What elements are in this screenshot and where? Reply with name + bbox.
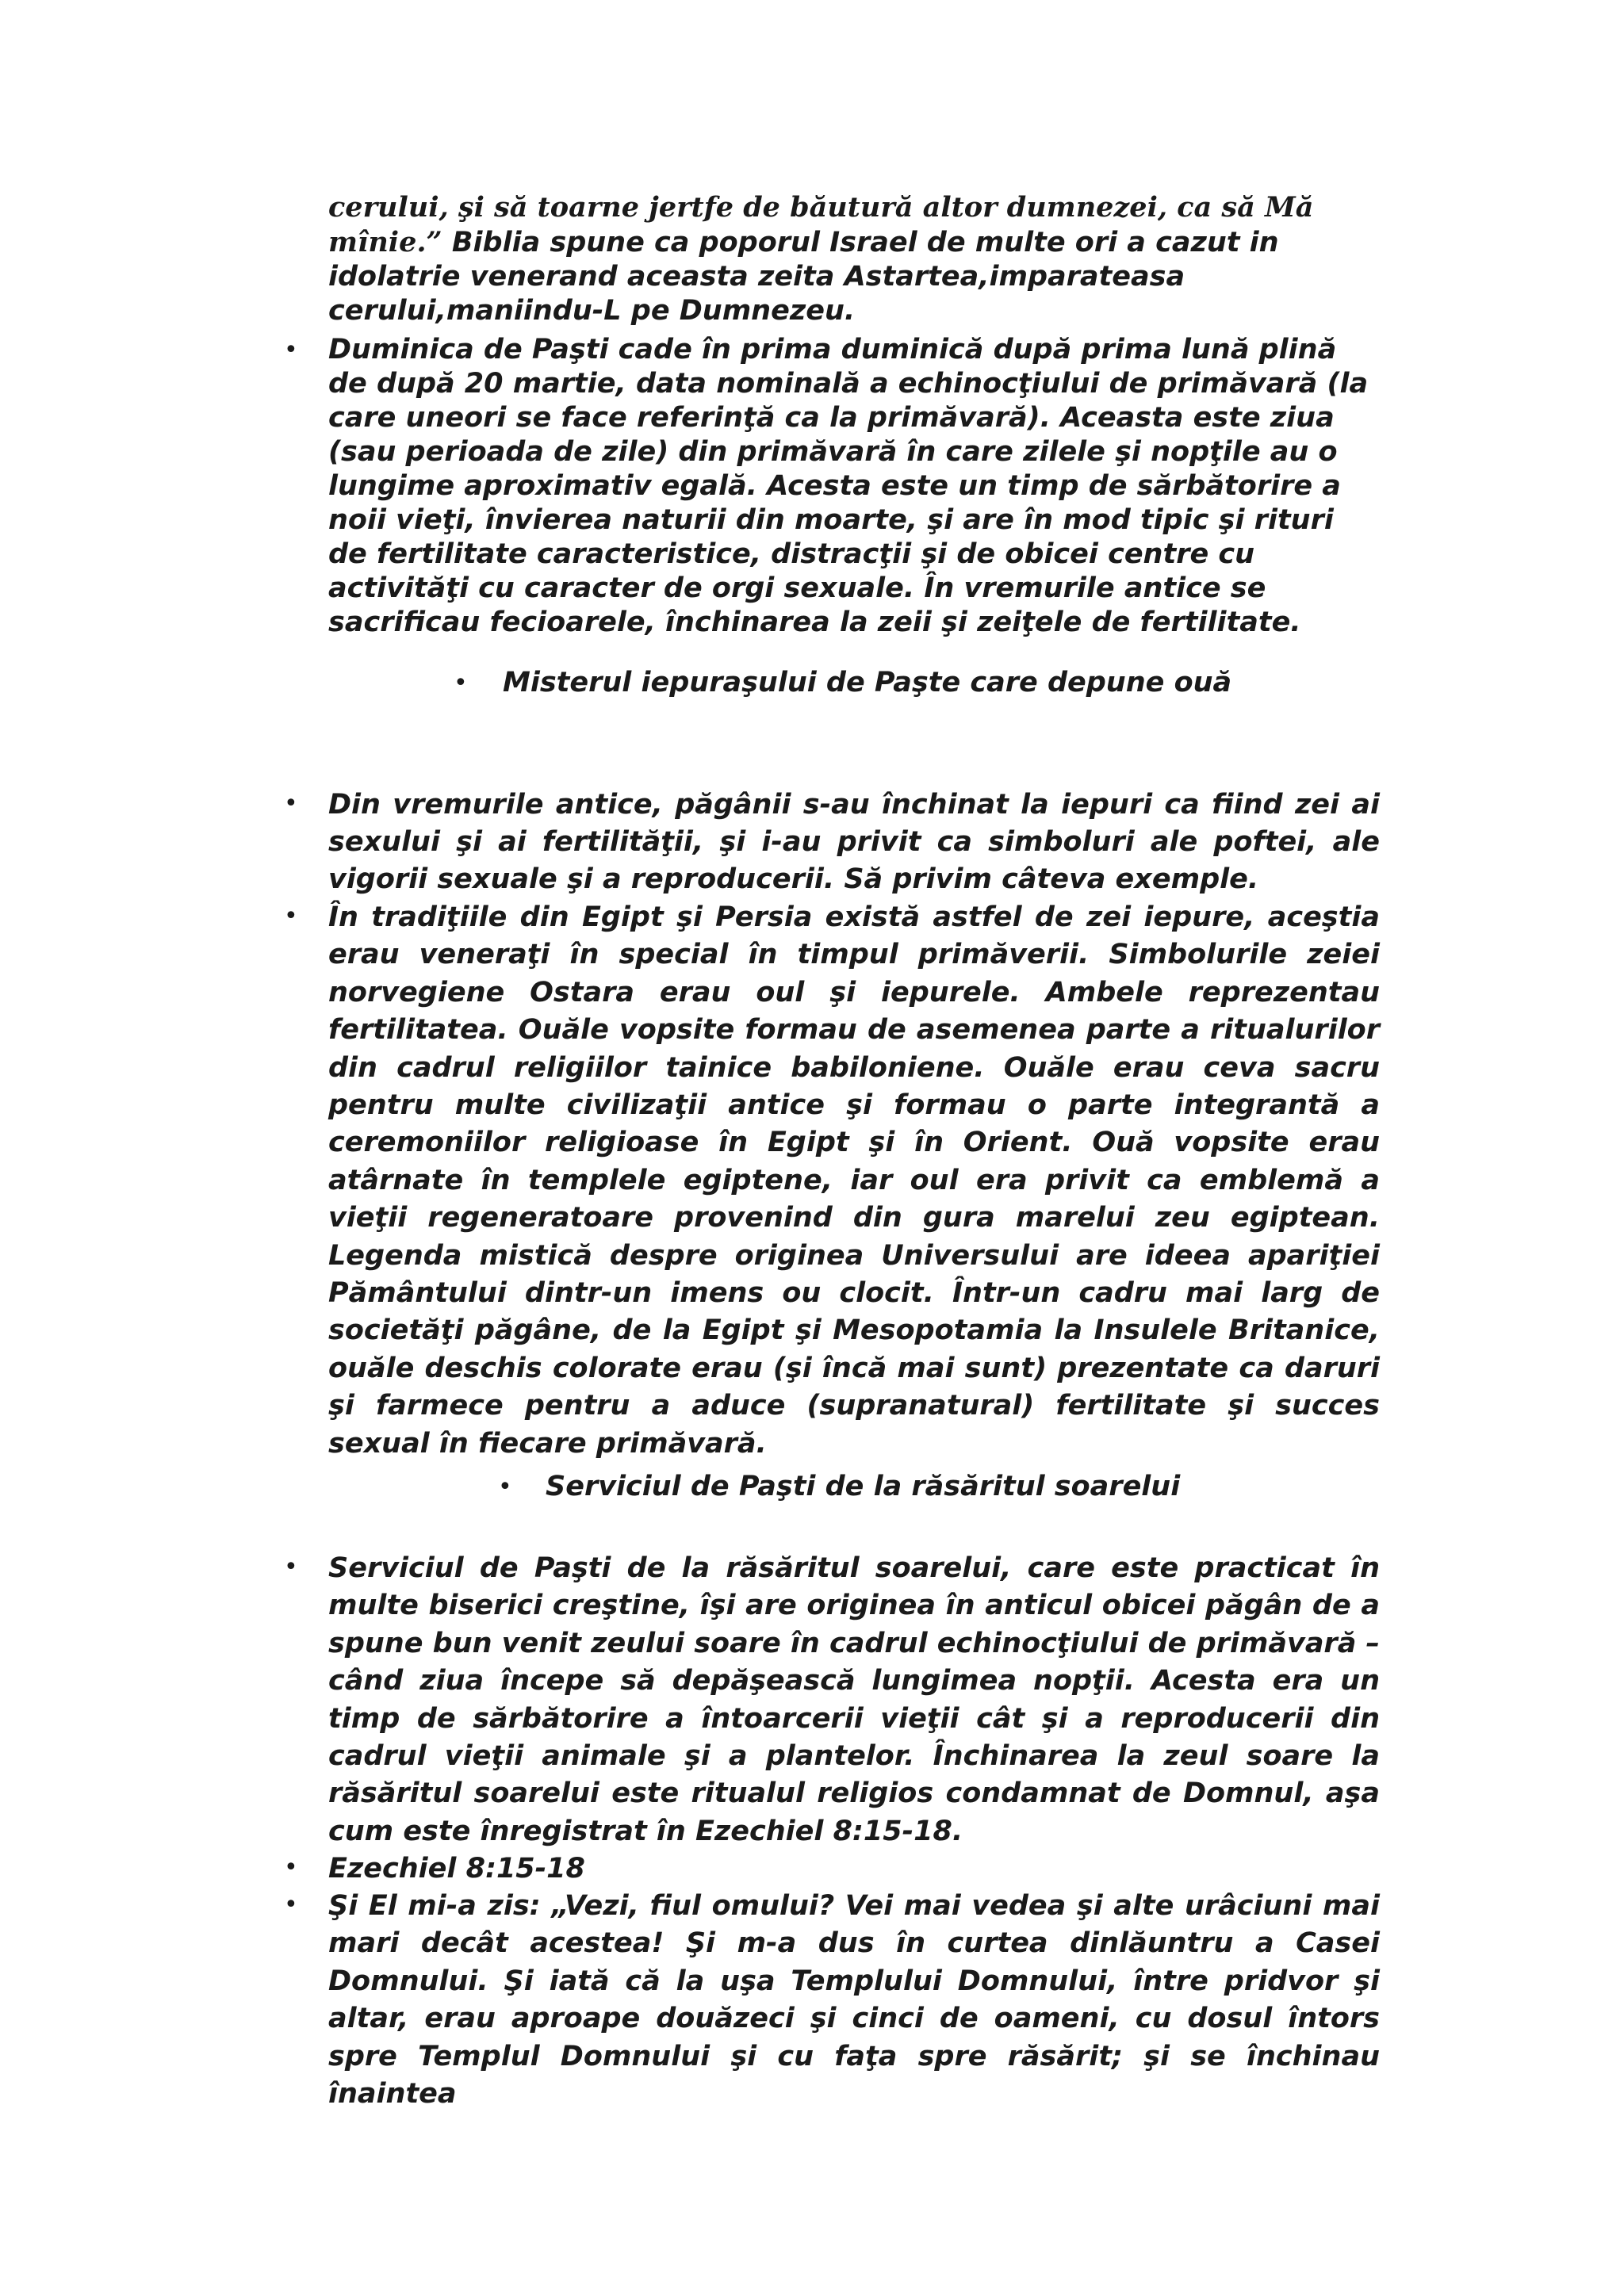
bullet-icon: • bbox=[284, 1854, 298, 1881]
heading-bullet-icon: • bbox=[454, 669, 468, 697]
bullet-icon: • bbox=[284, 1553, 298, 1581]
bullet-paragraph-traditii: În tradiţiile din Egipt şi Persia există astfel de zei iepure, aceştia erau veneraţi în special în timpul primăverii. Simbolurile zeiei norvegiene Ostara erau oul şi iepurele. Ambele reprezentau fertilitatea. Ouăle vopsite formau de asemenea parte a ritualurilor din cadrul religiilor tainice babiloniene. Ouăle erau ceva sacru pentru multe civilizaţii antice şi formau o parte integrantă a ceremoniilor religioase în Egipt şi în Orient. Ouă vopsite erau atârnate în templele egiptene, iar oul era privit ca emblemă a vieţii regeneratoare provenind din gura marelui zeu egiptean. Legenda mistică despre originea Universului are ideea apariţiei Pământului dintr-un imens ou clocit. Într-un cadru mai larg de societăţi păgâne, de la Egipt şi Mesopotamia la Insulele Britanice, ouăle deschis colorate erau (şi încă mai sunt) prezentate ca daruri şi farmece pentru a aduce (supranatural) fertilitate şi succes sexual în fiecare primăvară. bbox=[328, 901, 1380, 1460]
bullet-icon: • bbox=[284, 1891, 298, 1919]
bullet-paragraph-serviciul-rasarit: Serviciul de Paşti de la răsăritul soarelui, care este practicat în multe biserici creştine, îşi are originea în anticul obicei păgân de a spune bun venit zeului soare în cadrul echinocţiului de primăvară – când ziua începe să depăşească lungimea nopţii. Acesta era un timp de sărbătorire a întoarcerii vieţii cât şi a reproducerii din cadrul vieţii animale şi a plantelor. Închinarea la zeul soare la răsăritul soarelui este ritualul religios condamnat de Domnul, aşa cum este înregistrat în Ezechiel 8:15-18. bbox=[328, 1552, 1381, 1847]
bullet-icon: • bbox=[284, 902, 298, 930]
section-heading-iepuras: Misterul iepuraşului de Paşte care depune ouă bbox=[503, 667, 1232, 698]
bullet-icon: • bbox=[284, 336, 298, 364]
bullet-paragraph-paste-date: Duminica de Paşti cade în prima duminică după prima lună plină de după 20 martie, data nominală a echinocţiului de primăvară (la care uneori se face referinţă ca la primăvară). Aceasta este ziua (sau perioada de zile) din primăvară în care zilele şi nopţile au o lungime aproximativ egală. Acesta este un timp de sărbătorire a noii vieţi, învierea naturii din moarte, şi are în mod tipic şi rituri de fertilitate caracteristice, distracţii şi de obicei centre cu activităţi cu caracter de orgi sexuale. În vremurile antice se sacrificau fecioarele, închinarea la zeii şi zeiţele de fertilitate. bbox=[328, 334, 1369, 638]
section-heading-serviciul: Serviciul de Paşti de la răsăritul soarelui bbox=[546, 1471, 1181, 1502]
bullet-icon: • bbox=[284, 790, 298, 817]
continuation-text: Biblia spune ca poporul Israel de multe ori a cazut in idolatrie venerand aceasta zeita Astartea,imparateasa cerului,maniindu-L pe Dumnezeu. bbox=[328, 227, 1279, 327]
heading-bullet-icon: • bbox=[498, 1473, 512, 1501]
bullet-paragraph-pagani-iepuri: Din vremurile antice, păgânii s-au închinat la iepuri ca fiind zei ai sexului şi ai fertilităţii, şi i-au privit ca simboluri ale poftei, ale vigorii sexuale şi a reproducerii. Să privim câteva exemple. bbox=[328, 789, 1380, 895]
bullet-paragraph-ezechiel-quote: Şi El mi-a zis: „Vezi, fiul omului? Vei mai vedea şi alte urâciuni mai mari decât acestea! Şi m-a dus în curtea dinlăuntru a Casei Domnului. Şi iată că la uşa Templului Domnului, între pridvor şi altar, erau aproape douăzeci şi cinci de oameni, cu dosul întors spre Templul Domnului şi cu faţa spre răsărit; şi se închinau înaintea bbox=[328, 1890, 1380, 2110]
continuation-paragraph bbox=[328, 190, 1380, 328]
bullet-paragraph-ezechiel-ref: Ezechiel 8:15-18 bbox=[328, 1853, 585, 1885]
quote-text: cerului, şi să toarne jertfe de băutură altor dumnezei, ca să Mă mînie.” bbox=[328, 191, 1314, 258]
